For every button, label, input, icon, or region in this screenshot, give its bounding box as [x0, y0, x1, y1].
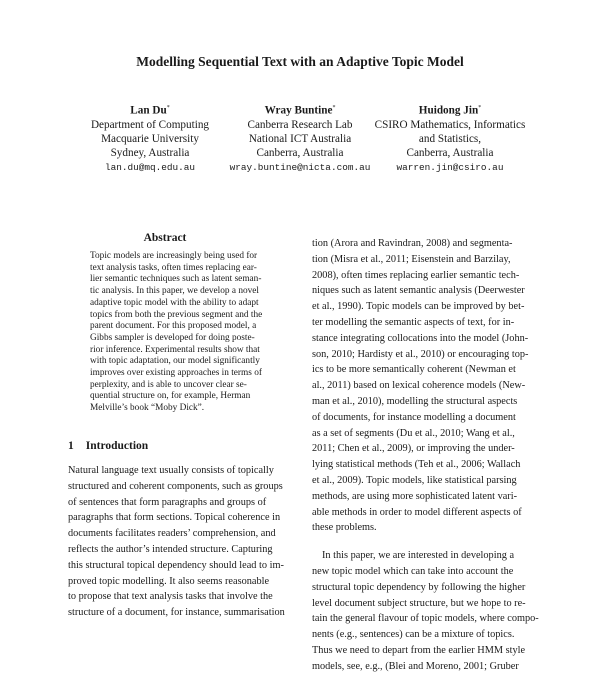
body-line: of sentences that form paragraphs and groups of: [68, 496, 267, 508]
author-email: warren.jin@csiro.au: [396, 161, 504, 173]
abstract-line: with topic adaptation, our model significantly: [90, 356, 260, 367]
section-number: 1: [68, 440, 74, 452]
abstract-line: Melville’s book “Moby Dick”.: [90, 403, 205, 414]
body-line: lying statistical methods (Teh et al., 2006; Wallach: [312, 459, 521, 471]
body-line: these problems.: [312, 522, 377, 534]
author-mark: *: [478, 105, 482, 111]
abstract-line: Topic models are increasingly being used for: [90, 251, 258, 261]
body-line: new topic model which can take into account the: [312, 565, 514, 577]
body-line: son, 2010; Hardisty et al., 2010) or encouraging top-: [312, 348, 529, 360]
author-name: Wray Buntine: [264, 104, 333, 117]
body-line: able methods in order to model different aspects of: [312, 506, 522, 518]
abstract-line: parent document. For this proposed model, a: [90, 321, 257, 332]
abstract-line: rior inference. Experimental results show that: [90, 344, 260, 355]
body-line: structured and coherent components, such as groups: [68, 480, 283, 492]
author-affiliation-line: Macquarie University: [101, 132, 199, 145]
body-line: this structural topical dependency should lead to im-: [68, 559, 284, 571]
body-line: al., 2011) based on lexical coherence models (New-: [312, 380, 526, 392]
body-line: et al., 2009). Topic models, like statistical parsing: [312, 474, 517, 486]
body-line: structural topic dependency by following the higher: [312, 581, 526, 593]
body-line: Natural language text usually consists of topically: [68, 465, 274, 476]
body-line: ter modelling the semantic aspects of text, for in-: [312, 316, 515, 328]
body-line: paragraphs that form sections. Topical coherence in: [68, 512, 281, 524]
author-block-3: [355, 101, 545, 175]
section-title: Introduction: [85, 440, 149, 452]
abstract-line: text analysis tasks, often times replacing ear-: [90, 262, 257, 273]
body-line: ics to be more semantically coherent (Newman et: [312, 364, 516, 376]
author-email: lan.du@mq.edu.au: [104, 161, 195, 173]
paper-title: Modelling Sequential Text with an Adaptive Topic Model: [136, 54, 464, 69]
author-name: Huidong Jin: [418, 104, 479, 117]
body-line: stance integrating collocations into the model (John-: [312, 332, 529, 344]
body-line: tion (Arora and Ravindran, 2008) and segmenta-: [312, 238, 513, 249]
intro-left-column: [68, 463, 290, 621]
body-line: structure of a document, for instance, summarisation: [68, 607, 285, 619]
abstract-line: perplexity, and is able to uncover clear se-: [90, 379, 247, 390]
body-line: In this paper, we are interested in developing a: [322, 550, 515, 562]
abstract-line: adaptive topic model with the ability to adapt: [90, 297, 259, 308]
body-line: as a set of segments (Du et al., 2010; Wang et al.,: [312, 427, 515, 439]
body-line: to propose that text analysis tasks that involve the: [68, 591, 273, 603]
author-affiliation-line: and Statistics,: [418, 132, 482, 145]
body-line: documents facilitates readers’ comprehension, and: [68, 528, 276, 540]
abstract-line: topics from both the previous segment and the: [90, 309, 263, 320]
author-affiliation-line: CSIRO Mathematics, Informatics: [374, 118, 526, 131]
author-affiliation-line: Canberra, Australia: [256, 146, 344, 159]
body-line: niques such as latent semantic analysis (Deerwester: [312, 285, 525, 297]
body-line: level document subject structure, but we hope to re-: [312, 597, 526, 609]
author-affiliation-line: National ICT Australia: [248, 132, 352, 145]
author-mark: *: [332, 105, 336, 111]
abstract-line: Gibbs sampler is developed for doing poste-: [90, 332, 255, 343]
body-line: et al., 1990). Topic models can be improved by bet-: [312, 301, 525, 313]
author-affiliation-line: Canberra, Australia: [406, 146, 494, 159]
body-line: models, see, e.g., (Blei and Moreno, 2001; Gruber: [312, 660, 519, 672]
abstract-line: lier semantic techniques such as latent seman-: [90, 274, 262, 285]
author-affiliation-line: Department of Computing: [90, 118, 210, 131]
body-line: Thus we need to depart from the earlier HMM style: [312, 644, 526, 656]
author-affiliation-line: Canberra Research Lab: [247, 118, 353, 131]
author-affiliation-line: Sydney, Australia: [110, 146, 190, 159]
body-line: tion (Misra et al., 2011; Eisenstein and Barzilay,: [312, 253, 511, 265]
body-line: tain the general flavour of topic models, where compo-: [312, 613, 539, 625]
abstract-line: tic analysis. In this paper, we develop a novel: [90, 286, 259, 297]
author-name: Lan Du: [130, 104, 167, 117]
abstract-line: quential structure on, for example, Herman: [90, 391, 251, 402]
section-heading: [68, 440, 148, 452]
body-line: of documents, for instance modelling a document: [312, 411, 516, 423]
body-line: 2011; Chen et al., 2009), or improving the under-: [312, 443, 515, 455]
author-email: wray.buntine@nicta.com.au: [229, 161, 371, 173]
body-line: proved topic modelling. It also seems reasonable: [68, 575, 270, 587]
paragraph-gap: [312, 536, 536, 548]
body-line: 2008), often times replacing earlier semantic tech-: [312, 269, 520, 281]
abstract-heading: Abstract: [143, 232, 187, 244]
body-line: man et al., 2010), modelling the structural aspects: [312, 395, 518, 407]
author-mark: *: [166, 105, 170, 111]
body-line: nents (e.g., sentences) can be a mixture of topics.: [312, 629, 515, 641]
body-line: reflects the author’s intended structure. Capturing: [68, 543, 273, 555]
abstract-line: improves over existing approaches in terms of: [90, 368, 262, 379]
abstract-body: [90, 251, 263, 415]
body-line: methods, are using more sophisticated latent vari-: [312, 490, 518, 502]
intro-right-column: [312, 236, 539, 675]
